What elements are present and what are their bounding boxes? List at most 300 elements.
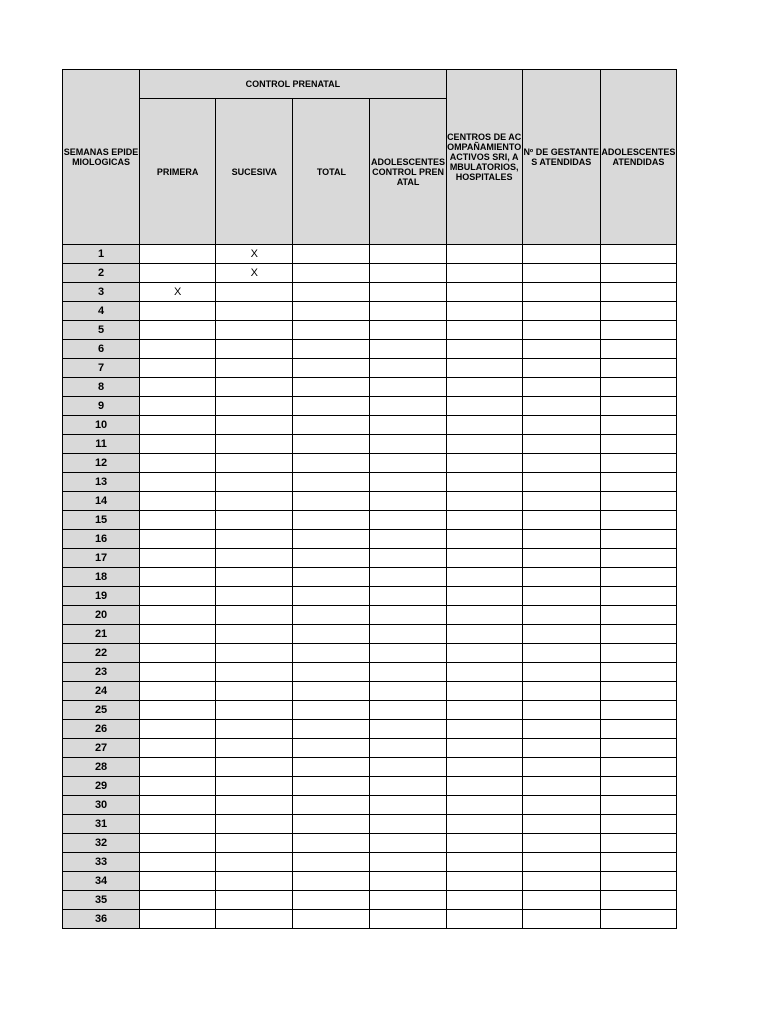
- primera-cell[interactable]: [140, 321, 216, 340]
- adolescentes-atendidas-cell[interactable]: [600, 321, 676, 340]
- adolescentes-control-cell[interactable]: [370, 359, 446, 378]
- total-cell[interactable]: [293, 739, 370, 758]
- header-centros: CENTROS DE ACOMPAÑAMIENTO ACTIVOS SRI, AMBULATORIOS, HOSPITALES: [446, 70, 522, 245]
- centros-cell[interactable]: [446, 644, 522, 663]
- header-sucesiva: SUCESIVA: [216, 99, 293, 245]
- adolescentes-atendidas-cell[interactable]: [600, 283, 676, 302]
- table-row: [63, 359, 677, 378]
- centros-cell[interactable]: [446, 739, 522, 758]
- gestantes-cell[interactable]: [522, 359, 600, 378]
- sucesiva-cell[interactable]: [216, 625, 293, 644]
- adolescentes-atendidas-cell[interactable]: [600, 302, 676, 321]
- centros-cell[interactable]: [446, 492, 522, 511]
- sucesiva-cell[interactable]: [216, 834, 293, 853]
- adolescentes-control-cell[interactable]: [370, 853, 446, 872]
- centros-cell[interactable]: [446, 378, 522, 397]
- primera-cell[interactable]: [140, 302, 216, 321]
- gestantes-cell[interactable]: [522, 796, 600, 815]
- adolescentes-atendidas-cell[interactable]: [600, 853, 676, 872]
- sucesiva-cell[interactable]: X: [216, 264, 293, 283]
- adolescentes-atendidas-cell[interactable]: [600, 530, 676, 549]
- table-row: [63, 340, 677, 359]
- sucesiva-cell[interactable]: [216, 397, 293, 416]
- gestantes-cell[interactable]: [522, 473, 600, 492]
- adolescentes-atendidas-cell[interactable]: [600, 473, 676, 492]
- primera-cell[interactable]: [140, 796, 216, 815]
- total-cell[interactable]: [293, 492, 370, 511]
- centros-cell[interactable]: [446, 321, 522, 340]
- total-cell[interactable]: [293, 796, 370, 815]
- table-row: [63, 701, 677, 720]
- total-cell[interactable]: [293, 530, 370, 549]
- sucesiva-cell[interactable]: [216, 853, 293, 872]
- table-row: [63, 264, 677, 283]
- week-number-cell: 10: [63, 416, 140, 435]
- centros-cell[interactable]: [446, 416, 522, 435]
- adolescentes-control-cell[interactable]: [370, 378, 446, 397]
- sucesiva-cell[interactable]: [216, 511, 293, 530]
- primera-cell[interactable]: [140, 397, 216, 416]
- total-cell[interactable]: [293, 416, 370, 435]
- adolescentes-atendidas-cell[interactable]: [600, 454, 676, 473]
- week-number-cell: 28: [63, 758, 140, 777]
- primera-cell[interactable]: [140, 340, 216, 359]
- centros-cell[interactable]: [446, 473, 522, 492]
- adolescentes-control-cell[interactable]: [370, 454, 446, 473]
- primera-cell[interactable]: [140, 815, 216, 834]
- table-row: [63, 283, 677, 302]
- gestantes-cell[interactable]: [522, 834, 600, 853]
- adolescentes-atendidas-cell[interactable]: [600, 872, 676, 891]
- centros-cell[interactable]: [446, 454, 522, 473]
- primera-cell[interactable]: [140, 777, 216, 796]
- gestantes-cell[interactable]: [522, 321, 600, 340]
- adolescentes-atendidas-cell[interactable]: [600, 758, 676, 777]
- adolescentes-control-cell[interactable]: [370, 511, 446, 530]
- table-row: [63, 777, 677, 796]
- adolescentes-atendidas-cell[interactable]: [600, 511, 676, 530]
- week-number-cell: 5: [63, 321, 140, 340]
- adolescentes-control-cell[interactable]: [370, 397, 446, 416]
- centros-cell[interactable]: [446, 758, 522, 777]
- week-number-cell: 1: [63, 245, 140, 264]
- sucesiva-cell[interactable]: [216, 568, 293, 587]
- gestantes-cell[interactable]: [522, 663, 600, 682]
- adolescentes-atendidas-cell[interactable]: [600, 568, 676, 587]
- primera-cell[interactable]: [140, 378, 216, 397]
- adolescentes-control-cell[interactable]: [370, 435, 446, 454]
- sucesiva-cell[interactable]: [216, 606, 293, 625]
- sucesiva-cell[interactable]: [216, 473, 293, 492]
- primera-cell[interactable]: [140, 245, 216, 264]
- adolescentes-control-cell[interactable]: [370, 530, 446, 549]
- centros-cell[interactable]: [446, 796, 522, 815]
- adolescentes-atendidas-cell[interactable]: [600, 739, 676, 758]
- gestantes-cell[interactable]: [522, 245, 600, 264]
- adolescentes-control-cell[interactable]: [370, 340, 446, 359]
- primera-cell[interactable]: [140, 416, 216, 435]
- adolescentes-atendidas-cell[interactable]: [600, 777, 676, 796]
- primera-cell[interactable]: X: [140, 283, 216, 302]
- sucesiva-cell[interactable]: [216, 663, 293, 682]
- centros-cell[interactable]: [446, 549, 522, 568]
- table-row: [63, 549, 677, 568]
- adolescentes-control-cell[interactable]: [370, 492, 446, 511]
- centros-cell[interactable]: [446, 777, 522, 796]
- week-number-cell: 22: [63, 644, 140, 663]
- centros-cell[interactable]: [446, 511, 522, 530]
- total-cell[interactable]: [293, 245, 370, 264]
- centros-cell[interactable]: [446, 530, 522, 549]
- total-cell[interactable]: [293, 872, 370, 891]
- total-cell[interactable]: [293, 511, 370, 530]
- adolescentes-atendidas-cell[interactable]: [600, 492, 676, 511]
- adolescentes-control-cell[interactable]: [370, 473, 446, 492]
- centros-cell[interactable]: [446, 701, 522, 720]
- gestantes-cell[interactable]: [522, 701, 600, 720]
- week-number-cell: 35: [63, 891, 140, 910]
- primera-cell[interactable]: [140, 758, 216, 777]
- total-cell[interactable]: [293, 568, 370, 587]
- total-cell[interactable]: [293, 606, 370, 625]
- adolescentes-control-cell[interactable]: [370, 416, 446, 435]
- total-cell[interactable]: [293, 910, 370, 929]
- gestantes-cell[interactable]: [522, 606, 600, 625]
- primera-cell[interactable]: [140, 549, 216, 568]
- adolescentes-atendidas-cell[interactable]: [600, 264, 676, 283]
- adolescentes-control-cell[interactable]: [370, 758, 446, 777]
- gestantes-cell[interactable]: [522, 283, 600, 302]
- centros-cell[interactable]: [446, 264, 522, 283]
- adolescentes-control-cell[interactable]: [370, 321, 446, 340]
- gestantes-cell[interactable]: [522, 340, 600, 359]
- total-cell[interactable]: [293, 853, 370, 872]
- sucesiva-cell[interactable]: [216, 872, 293, 891]
- total-cell[interactable]: [293, 435, 370, 454]
- table-row: [63, 853, 677, 872]
- gestantes-cell[interactable]: [522, 302, 600, 321]
- centros-cell[interactable]: [446, 682, 522, 701]
- week-number-cell: 20: [63, 606, 140, 625]
- primera-cell[interactable]: [140, 587, 216, 606]
- total-cell[interactable]: [293, 587, 370, 606]
- adolescentes-atendidas-cell[interactable]: [600, 359, 676, 378]
- total-cell[interactable]: [293, 758, 370, 777]
- week-number-cell: 7: [63, 359, 140, 378]
- primera-cell[interactable]: [140, 454, 216, 473]
- centros-cell[interactable]: [446, 587, 522, 606]
- centros-cell[interactable]: [446, 853, 522, 872]
- primera-cell[interactable]: [140, 701, 216, 720]
- adolescentes-control-cell[interactable]: [370, 283, 446, 302]
- gestantes-cell[interactable]: [522, 568, 600, 587]
- gestantes-cell[interactable]: [522, 720, 600, 739]
- adolescentes-atendidas-cell[interactable]: [600, 815, 676, 834]
- adolescentes-atendidas-cell[interactable]: [600, 644, 676, 663]
- total-cell[interactable]: [293, 834, 370, 853]
- adolescentes-control-cell[interactable]: [370, 587, 446, 606]
- total-cell[interactable]: [293, 359, 370, 378]
- table-row: [63, 397, 677, 416]
- adolescentes-atendidas-cell[interactable]: [600, 606, 676, 625]
- adolescentes-control-cell[interactable]: [370, 777, 446, 796]
- week-number-cell: 32: [63, 834, 140, 853]
- sucesiva-cell[interactable]: [216, 435, 293, 454]
- adolescentes-atendidas-cell[interactable]: [600, 682, 676, 701]
- adolescentes-atendidas-cell[interactable]: [600, 340, 676, 359]
- centros-cell[interactable]: [446, 245, 522, 264]
- sucesiva-cell[interactable]: [216, 283, 293, 302]
- week-number-cell: 3: [63, 283, 140, 302]
- gestantes-cell[interactable]: [522, 511, 600, 530]
- total-cell[interactable]: [293, 891, 370, 910]
- table-row: [63, 435, 677, 454]
- total-cell[interactable]: [293, 340, 370, 359]
- total-cell[interactable]: [293, 473, 370, 492]
- centros-cell[interactable]: [446, 397, 522, 416]
- total-cell[interactable]: [293, 815, 370, 834]
- sucesiva-cell[interactable]: [216, 891, 293, 910]
- total-cell[interactable]: [293, 397, 370, 416]
- sucesiva-cell[interactable]: [216, 682, 293, 701]
- centros-cell[interactable]: [446, 834, 522, 853]
- adolescentes-atendidas-cell[interactable]: [600, 397, 676, 416]
- centros-cell[interactable]: [446, 720, 522, 739]
- primera-cell[interactable]: [140, 663, 216, 682]
- primera-cell[interactable]: [140, 834, 216, 853]
- week-number-cell: 19: [63, 587, 140, 606]
- sucesiva-cell[interactable]: [216, 549, 293, 568]
- adolescentes-control-cell[interactable]: [370, 720, 446, 739]
- adolescentes-atendidas-cell[interactable]: [600, 416, 676, 435]
- sucesiva-cell[interactable]: X: [216, 245, 293, 264]
- primera-cell[interactable]: [140, 264, 216, 283]
- adolescentes-atendidas-cell[interactable]: [600, 587, 676, 606]
- table-row: [63, 492, 677, 511]
- adolescentes-control-cell[interactable]: [370, 245, 446, 264]
- gestantes-cell[interactable]: [522, 530, 600, 549]
- centros-cell[interactable]: [446, 625, 522, 644]
- gestantes-cell[interactable]: [522, 872, 600, 891]
- total-cell[interactable]: [293, 378, 370, 397]
- gestantes-cell[interactable]: [522, 416, 600, 435]
- centros-cell[interactable]: [446, 815, 522, 834]
- adolescentes-atendidas-cell[interactable]: [600, 378, 676, 397]
- sucesiva-cell[interactable]: [216, 340, 293, 359]
- gestantes-cell[interactable]: [522, 549, 600, 568]
- total-cell[interactable]: [293, 663, 370, 682]
- adolescentes-control-cell[interactable]: [370, 739, 446, 758]
- gestantes-cell[interactable]: [522, 815, 600, 834]
- centros-cell[interactable]: [446, 359, 522, 378]
- week-number-cell: 30: [63, 796, 140, 815]
- centros-cell[interactable]: [446, 606, 522, 625]
- total-cell[interactable]: [293, 701, 370, 720]
- adolescentes-atendidas-cell[interactable]: [600, 720, 676, 739]
- primera-cell[interactable]: [140, 891, 216, 910]
- gestantes-cell[interactable]: [522, 435, 600, 454]
- gestantes-cell[interactable]: [522, 264, 600, 283]
- sucesiva-cell[interactable]: [216, 644, 293, 663]
- primera-cell[interactable]: [140, 530, 216, 549]
- primera-cell[interactable]: [140, 435, 216, 454]
- total-cell[interactable]: [293, 302, 370, 321]
- sucesiva-cell[interactable]: [216, 910, 293, 929]
- gestantes-cell[interactable]: [522, 910, 600, 929]
- adolescentes-control-cell[interactable]: [370, 606, 446, 625]
- week-number-cell: 9: [63, 397, 140, 416]
- header-primera: PRIMERA: [140, 99, 216, 245]
- gestantes-cell[interactable]: [522, 644, 600, 663]
- adolescentes-atendidas-cell[interactable]: [600, 701, 676, 720]
- sucesiva-cell[interactable]: [216, 321, 293, 340]
- total-cell[interactable]: [293, 264, 370, 283]
- sucesiva-cell[interactable]: [216, 777, 293, 796]
- adolescentes-control-cell[interactable]: [370, 264, 446, 283]
- primera-cell[interactable]: [140, 644, 216, 663]
- centros-cell[interactable]: [446, 872, 522, 891]
- week-number-cell: 24: [63, 682, 140, 701]
- centros-cell[interactable]: [446, 663, 522, 682]
- sucesiva-cell[interactable]: [216, 701, 293, 720]
- adolescentes-control-cell[interactable]: [370, 682, 446, 701]
- gestantes-cell[interactable]: [522, 682, 600, 701]
- primera-cell[interactable]: [140, 492, 216, 511]
- header-adolescentes-control: ADOLESCENTES CONTROL PRENATAL: [370, 99, 446, 245]
- total-cell[interactable]: [293, 777, 370, 796]
- gestantes-cell[interactable]: [522, 587, 600, 606]
- centros-cell[interactable]: [446, 568, 522, 587]
- adolescentes-control-cell[interactable]: [370, 549, 446, 568]
- adolescentes-atendidas-cell[interactable]: [600, 663, 676, 682]
- sucesiva-cell[interactable]: [216, 587, 293, 606]
- sucesiva-cell[interactable]: [216, 815, 293, 834]
- week-number-cell: 12: [63, 454, 140, 473]
- total-cell[interactable]: [293, 454, 370, 473]
- table-row: [63, 739, 677, 758]
- gestantes-cell[interactable]: [522, 397, 600, 416]
- gestantes-cell[interactable]: [522, 739, 600, 758]
- gestantes-cell[interactable]: [522, 758, 600, 777]
- total-cell[interactable]: [293, 625, 370, 644]
- sucesiva-cell[interactable]: [216, 416, 293, 435]
- adolescentes-control-cell[interactable]: [370, 891, 446, 910]
- adolescentes-atendidas-cell[interactable]: [600, 435, 676, 454]
- primera-cell[interactable]: [140, 853, 216, 872]
- primera-cell[interactable]: [140, 606, 216, 625]
- adolescentes-control-cell[interactable]: [370, 796, 446, 815]
- gestantes-cell[interactable]: [522, 492, 600, 511]
- total-cell[interactable]: [293, 644, 370, 663]
- primera-cell[interactable]: [140, 910, 216, 929]
- primera-cell[interactable]: [140, 625, 216, 644]
- table-row: [63, 644, 677, 663]
- total-cell[interactable]: [293, 720, 370, 739]
- adolescentes-control-cell[interactable]: [370, 625, 446, 644]
- week-number-cell: 16: [63, 530, 140, 549]
- adolescentes-atendidas-cell[interactable]: [600, 834, 676, 853]
- primera-cell[interactable]: [140, 511, 216, 530]
- adolescentes-control-cell[interactable]: [370, 701, 446, 720]
- sucesiva-cell[interactable]: [216, 359, 293, 378]
- gestantes-cell[interactable]: [522, 378, 600, 397]
- header-row-top: [63, 70, 677, 99]
- week-number-cell: 8: [63, 378, 140, 397]
- adolescentes-control-cell[interactable]: [370, 872, 446, 891]
- sucesiva-cell[interactable]: [216, 302, 293, 321]
- sucesiva-cell[interactable]: [216, 492, 293, 511]
- week-number-cell: 14: [63, 492, 140, 511]
- adolescentes-atendidas-cell[interactable]: [600, 910, 676, 929]
- week-number-cell: 25: [63, 701, 140, 720]
- sucesiva-cell[interactable]: [216, 758, 293, 777]
- centros-cell[interactable]: [446, 891, 522, 910]
- sucesiva-cell[interactable]: [216, 796, 293, 815]
- primera-cell[interactable]: [140, 359, 216, 378]
- table-row: [63, 530, 677, 549]
- gestantes-cell[interactable]: [522, 853, 600, 872]
- centros-cell[interactable]: [446, 340, 522, 359]
- primera-cell[interactable]: [140, 720, 216, 739]
- sucesiva-cell[interactable]: [216, 530, 293, 549]
- primera-cell[interactable]: [140, 872, 216, 891]
- primera-cell[interactable]: [140, 682, 216, 701]
- adolescentes-atendidas-cell[interactable]: [600, 891, 676, 910]
- week-number-cell: 13: [63, 473, 140, 492]
- header-gestantes: Nº DE GESTANTES ATENDIDAS: [522, 70, 600, 245]
- adolescentes-control-cell[interactable]: [370, 910, 446, 929]
- table-row: [63, 796, 677, 815]
- table-row: [63, 606, 677, 625]
- adolescentes-control-cell[interactable]: [370, 568, 446, 587]
- total-cell[interactable]: [293, 283, 370, 302]
- centros-cell[interactable]: [446, 435, 522, 454]
- primera-cell[interactable]: [140, 568, 216, 587]
- gestantes-cell[interactable]: [522, 625, 600, 644]
- adolescentes-control-cell[interactable]: [370, 815, 446, 834]
- week-number-cell: 6: [63, 340, 140, 359]
- sucesiva-cell[interactable]: [216, 720, 293, 739]
- adolescentes-atendidas-cell[interactable]: [600, 245, 676, 264]
- table-row: [63, 454, 677, 473]
- table-row: [63, 568, 677, 587]
- total-cell[interactable]: [293, 682, 370, 701]
- sucesiva-cell[interactable]: [216, 739, 293, 758]
- sucesiva-cell[interactable]: [216, 454, 293, 473]
- gestantes-cell[interactable]: [522, 891, 600, 910]
- primera-cell[interactable]: [140, 739, 216, 758]
- adolescentes-control-cell[interactable]: [370, 663, 446, 682]
- total-cell[interactable]: [293, 321, 370, 340]
- adolescentes-atendidas-cell[interactable]: [600, 796, 676, 815]
- adolescentes-control-cell[interactable]: [370, 644, 446, 663]
- centros-cell[interactable]: [446, 302, 522, 321]
- primera-cell[interactable]: [140, 473, 216, 492]
- centros-cell[interactable]: [446, 283, 522, 302]
- adolescentes-control-cell[interactable]: [370, 834, 446, 853]
- total-cell[interactable]: [293, 549, 370, 568]
- sucesiva-cell[interactable]: [216, 378, 293, 397]
- adolescentes-atendidas-cell[interactable]: [600, 625, 676, 644]
- gestantes-cell[interactable]: [522, 454, 600, 473]
- week-number-cell: 31: [63, 815, 140, 834]
- week-number-cell: 27: [63, 739, 140, 758]
- table-row: [63, 872, 677, 891]
- gestantes-cell[interactable]: [522, 777, 600, 796]
- adolescentes-atendidas-cell[interactable]: [600, 549, 676, 568]
- centros-cell[interactable]: [446, 910, 522, 929]
- adolescentes-control-cell[interactable]: [370, 302, 446, 321]
